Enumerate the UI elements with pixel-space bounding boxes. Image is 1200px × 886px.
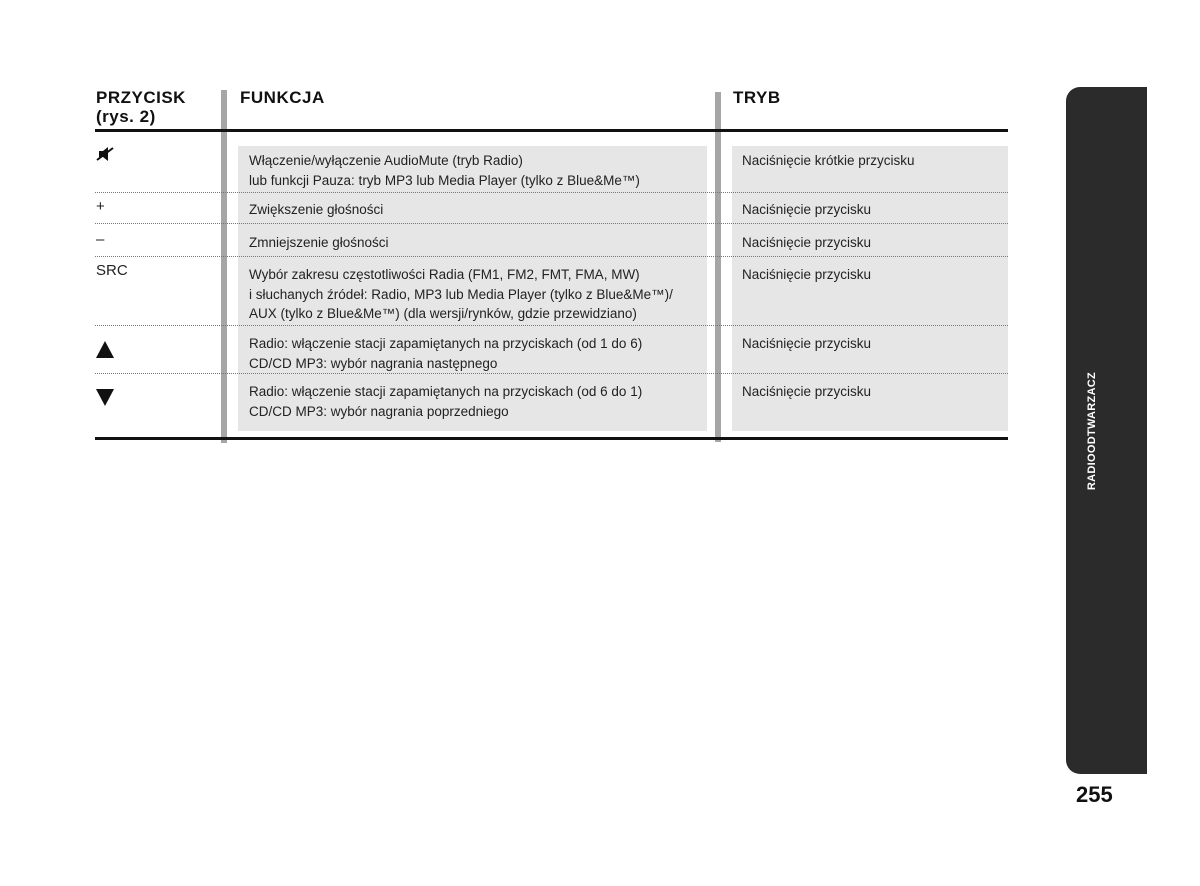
- table-header-rule: [95, 129, 1008, 132]
- page-number: 255: [1076, 782, 1113, 807]
- row-separator: [95, 256, 1008, 257]
- function-cell: [249, 200, 383, 220]
- triangle-up-icon: [96, 341, 114, 358]
- mode-cell: Naciśnięcie przycisku: [742, 336, 872, 351]
- row-separator: [95, 325, 1008, 326]
- button-cell: SRC: [96, 262, 128, 279]
- row-separator: [95, 192, 1008, 193]
- header-button-figure-ref: (rys. 2): [96, 107, 156, 126]
- function-line: lub funkcji Pauza: tryb MP3 lub Media Player (tylko z Blue&Me™): [249, 172, 640, 188]
- function-line: Zmniejszenie głośności: [249, 235, 389, 250]
- function-line: Radio: włączenie stacji zapamiętanych na przyciskach (od 1 do 6): [249, 336, 643, 351]
- mode-cell: Naciśnięcie przycisku: [742, 202, 872, 217]
- row-separator: [95, 373, 1008, 374]
- section-side-tab-label: [1066, 87, 1118, 774]
- mode-cell: Naciśnięcie przycisku: [742, 267, 872, 282]
- function-line: Włączenie/wyłączenie AudioMute (tryb Radio): [249, 153, 523, 168]
- mode-cell: Naciśnięcie przycisku: [742, 384, 872, 399]
- function-line: Zwiększenie głośności: [249, 202, 384, 217]
- header-function: FUNKCJA: [240, 88, 325, 107]
- function-cell: [249, 151, 640, 190]
- function-line: Radio: włączenie stacji zapamiętanych na przyciskach (od 6 do 1): [249, 384, 643, 399]
- function-cell: [249, 265, 673, 324]
- section-label: RADIOODTWARZACZ: [1086, 371, 1098, 490]
- function-cell: [249, 382, 642, 421]
- button-cell: +: [96, 198, 105, 215]
- table-bottom-rule: [95, 437, 1008, 440]
- row-separator: [95, 223, 1008, 224]
- column-divider-right: [715, 92, 721, 442]
- function-line: AUX (tylko z Blue&Me™) (dla wersji/rynków, gdzie przewidziano): [249, 306, 637, 321]
- function-line: CD/CD MP3: wybór nagrania poprzedniego: [249, 403, 509, 419]
- function-line: i słuchanych źródeł: Radio, MP3 lub Media Player (tylko z Blue&Me™)/: [249, 286, 673, 302]
- function-cell: [249, 233, 389, 253]
- header-button-label: PRZYCISK: [96, 88, 186, 107]
- mode-cell: Naciśnięcie przycisku: [742, 235, 872, 250]
- mute-icon: [96, 146, 114, 162]
- mode-cell: Naciśnięcie krótkie przycisku: [742, 153, 915, 168]
- button-cell: –: [96, 231, 105, 248]
- header-button-column: [96, 88, 186, 126]
- column-divider-left: [221, 90, 227, 443]
- function-line: CD/CD MP3: wybór nagrania następnego: [249, 355, 498, 371]
- header-mode: TRYB: [733, 88, 781, 107]
- triangle-down-icon: [96, 389, 114, 406]
- function-cell: [249, 334, 642, 373]
- function-line: Wybór zakresu częstotliwości Radia (FM1, FM2, FMT, FMA, MW): [249, 267, 640, 282]
